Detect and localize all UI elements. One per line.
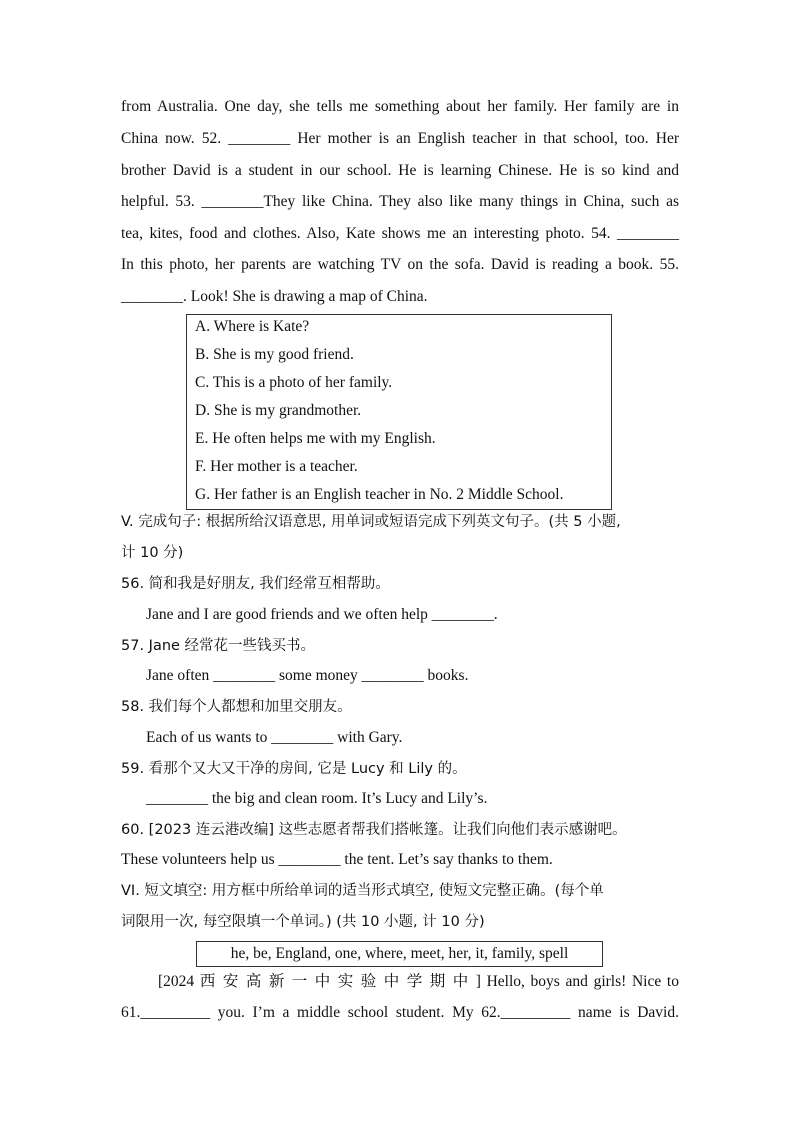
section5-heading: V. 完成句子: 根据所给汉语意思, 用单词或短语完成下列英文句子。(共 5 小题,	[121, 514, 621, 530]
question-60-cn: 60. [2023 连云港改编] 这些志愿者帮我们搭帐篷。让我们向他们表示感谢吧。	[121, 822, 627, 838]
option-g: G. Her father is an English teacher in No. 2 Middle School.	[195, 486, 564, 503]
question-59-en: ________ the big and clean room. It’s Lucy and Lily’s.	[146, 790, 488, 807]
section5-heading-cont: 计 10 分)	[121, 545, 184, 561]
question-57-cn: 57. Jane 经常花一些钱买书。	[121, 638, 316, 654]
question-57-en: Jane often ________ some money ________ books.	[146, 667, 469, 684]
passage-line: helpful. 53. ________They like China. They also like many things in China, such as	[121, 193, 679, 210]
option-c: C. This is a photo of her family.	[195, 374, 393, 391]
option-b: B. She is my good friend.	[195, 346, 354, 363]
question-60-en: These volunteers help us ________ the tent. Let’s say thanks to them.	[121, 851, 553, 868]
section6-heading: VI. 短文填空: 用方框中所给单词的适当形式填空, 使短文完整正确。(每个单	[121, 883, 604, 899]
question-58-cn: 58. 我们每个人都想和加里交朋友。	[121, 699, 352, 715]
section6-para-line: [2024 西 安 高 新 一 中 实 验 中 学 期 中 ] Hello, boys and girls! Nice to	[158, 973, 679, 990]
question-59-cn: 59. 看那个又大又干净的房间, 它是 Lucy 和 Lily 的。	[121, 761, 467, 777]
passage-line: brother David is a student in our school. He is learning Chinese. He is so kind and	[121, 162, 679, 179]
passage-line: China now. 52. ________ Her mother is an English teacher in that school, too. Her	[121, 130, 679, 147]
option-a: A. Where is Kate?	[195, 318, 310, 335]
word-bank-box: he, be, England, one, where, meet, her, it, family, spell	[196, 941, 603, 967]
option-d: D. She is my grandmother.	[195, 402, 362, 419]
options-box	[186, 314, 612, 510]
section6-heading-cont: 词限用一次, 每空限填一个单词。) (共 10 小题, 计 10 分)	[121, 914, 485, 930]
passage-line: from Australia. One day, she tells me something about her family. Her family are in	[121, 98, 679, 115]
passage-line: In this photo, her parents are watching TV on the sofa. David is reading a book. 55.	[121, 256, 679, 273]
question-56-cn: 56. 简和我是好朋友, 我们经常互相帮助。	[121, 576, 390, 592]
question-56-en: Jane and I are good friends and we often help ________.	[146, 606, 498, 623]
passage-line: tea, kites, food and clothes. Also, Kate shows me an interesting photo. 54. ________	[121, 225, 679, 242]
option-e: E. He often helps me with my English.	[195, 430, 436, 447]
question-58-en: Each of us wants to ________ with Gary.	[146, 729, 403, 746]
section6-para-line: 61._________ you. I’m a middle school student. My 62._________ name is David.	[121, 1004, 679, 1021]
option-f: F. Her mother is a teacher.	[195, 458, 358, 475]
passage-line: ________. Look! She is drawing a map of China.	[121, 288, 428, 305]
